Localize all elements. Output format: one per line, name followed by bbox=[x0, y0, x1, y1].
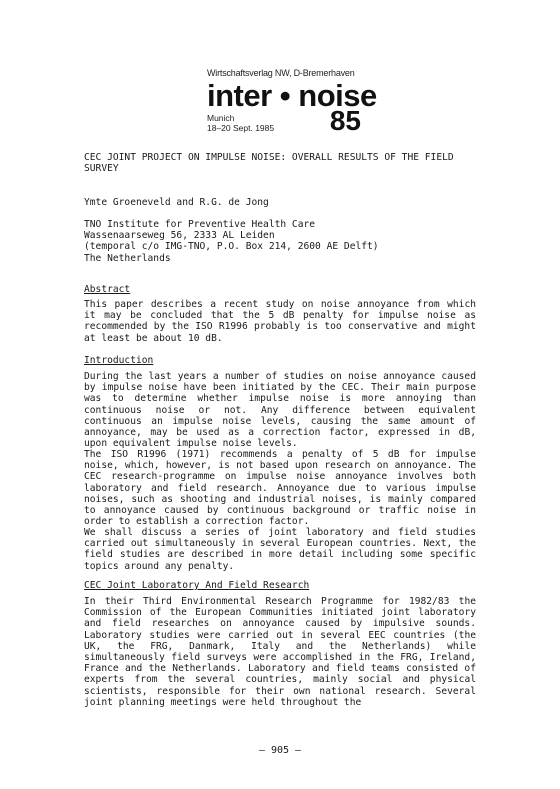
section-paragraph-1: In their Third Environmental Research Programme for 1982/83 the Commission of the European Communities initiated joint laboratory and field researches on annoyance caused by impulsive sounds. Laboratory studies were carried out in several EEC countries (the UK, the FRG, Danmark, Italy and the Netherlands) while simultaneously field surveys were accomplished in the FRG, Ireland, France and the Netherlands. Laboratory and field teams consisted of experts from the several countries, mainly social and physical scientists, responsible for their own national research. Several joint planning meetings were held throughout the bbox=[84, 596, 476, 708]
conference-city: Munich bbox=[207, 113, 235, 123]
paper-authors: Ymte Groeneveld and R.G. de Jong bbox=[84, 197, 269, 208]
abstract-heading: Abstract bbox=[84, 284, 131, 295]
introduction-heading: Introduction bbox=[84, 355, 154, 366]
publisher-line: Wirtschaftsverlag NW, D-Bremerhaven bbox=[207, 68, 355, 78]
paper-title: CEC JOINT PROJECT ON IMPULSE NOISE: OVERALL RESULTS OF THE FIELD SURVEY bbox=[84, 152, 454, 175]
affiliation-line-3: (temporal c/o IMG-TNO, P.O. Box 214, 2600 AE Delft) bbox=[84, 241, 379, 253]
introduction-paragraph-3: We shall discuss a series of joint laboratory and field studies carried out simultaneously in several European countries. Next, the field studies are described in more detail including some specific topics around any penalty. bbox=[84, 527, 476, 572]
page-number: – 905 – bbox=[258, 745, 302, 756]
section-heading: CEC Joint Laboratory And Field Research bbox=[84, 580, 310, 591]
introduction-paragraph-1: During the last years a number of studies on noise annoyance caused by impulse noise have been initiated by the CEC. Their main purpose was to determine whether impulse noise is more annoying than continuous noise or not. Any difference between equivalent continuous an impulse noise levels, causing the same amount of annoyance, may be used as a correction factor, expressed in dB, upon equivalent impulse noise levels. bbox=[84, 371, 476, 450]
abstract-text: This paper describes a recent study on noise annoyance from which it may be concluded that the 5 dB penalty for impulse noise as recommended by the ISO R1996 probably is too conservative and might at least be about 10 dB. bbox=[84, 299, 476, 344]
logo-bottom bbox=[207, 105, 377, 141]
conference-dates: 18–20 Sept. 1985 bbox=[207, 123, 275, 133]
affiliation-line-2: Wassenaarseweg 56, 2333 AL Leiden bbox=[84, 230, 275, 242]
conference-year: 85 bbox=[329, 105, 361, 136]
conference-wordmark: inter • noise bbox=[207, 78, 377, 113]
introduction-paragraph-2: The ISO R1996 (1971) recommends a penalty of 5 dB for impulse noise, which, however, is not based upon research on annoyance. The CEC research-programme on impulse noise annoyance involves both laboratory and field research. Annoyance due to various impulse noises, such as shooting and industrial noises, is mainly compared to annoyance caused by continuous background or traffic noise in order to establish a correction factor. bbox=[84, 449, 476, 528]
affiliation-line-1: TNO Institute for Preventive Health Care bbox=[84, 219, 316, 230]
affiliation-line-4: The Netherlands bbox=[84, 252, 171, 264]
affiliation bbox=[84, 219, 476, 264]
conference-logo bbox=[207, 68, 377, 141]
conference-location bbox=[207, 113, 274, 133]
